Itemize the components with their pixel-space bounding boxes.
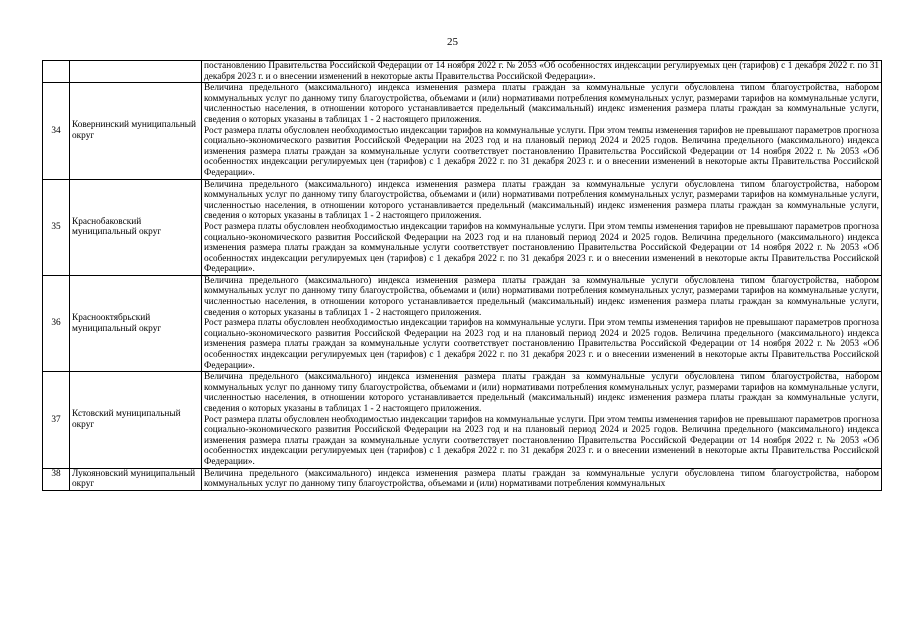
table-row xyxy=(43,179,882,275)
municipality-name: Краснооктябрьский муниципальный округ xyxy=(70,275,202,371)
table-row-continuation xyxy=(43,61,882,83)
municipality-name: Ковернинский муниципальный округ xyxy=(70,83,202,179)
justification-cell xyxy=(202,275,882,371)
row-number: 37 xyxy=(43,372,70,468)
page-number: 25 xyxy=(447,36,458,48)
justification-cell xyxy=(202,468,882,490)
justification-paragraph-1: Величина предельного (максимального) индекса изменения размера платы граждан за коммунальные услуги обусловлена типом благоустройства, набором коммунальных услуг по данному типу благоустройства, объемами и (или) нормативами потребления коммунальных xyxy=(204,468,879,490)
justification-paragraph-1: Величина предельного (максимального) индекса изменения размера платы граждан за коммунальные услуги обусловлена типом благоустройства, набором коммунальных услуг по данному типу благоустройства, объемами и (или) нормативами потребления коммунальных услуг, размерами тарифов на коммунальные услуги, численностью населения, в отношении которого устанавливается предельный (максимальный) индекс изменения размера платы граждан за коммунальные услуги, сведения о которых указаны в таблицах 1 - 2 настоящего приложения. xyxy=(204,83,879,125)
justification-cell xyxy=(202,179,882,275)
justification-paragraph-1: Величина предельного (максимального) индекса изменения размера платы граждан за коммунальные услуги обусловлена типом благоустройства, набором коммунальных услуг по данному типу благоустройства, объемами и (или) нормативами потребления коммунальных услуг, размерами тарифов на коммунальные услуги, численностью населения, в отношении которого устанавливается предельный (максимальный) индекс изменения размера платы граждан за коммунальные услуги, сведения о которых указаны в таблицах 1 - 2 настоящего приложения. xyxy=(204,372,879,414)
justification-paragraph-2: Рост размера платы обусловлен необходимостью индексации тарифов на коммунальные услуги. При этом темпы изменения тарифов не превышают параметров прогноза социально-экономического развития Российской Федерации на 2023 год и на плановый период 2024 и 2025 годов. Величина предельного (максимального) индекса изменения размера платы граждан за коммунальные услуги соответствует постановлению Правительства Российской Федерации от 14 ноября 2022 г. № 2053 «Об особенностях индексации регулируемых цен (тарифов) с 1 декабря 2022 г. по 31 декабря 2023 г. и о внесении изменений в некоторые акты Правительства Российской Федерации». xyxy=(204,125,879,178)
municipality-name: Краснобаковский муниципальный округ xyxy=(70,179,202,275)
justification-cell xyxy=(202,83,882,179)
municipality-name-cell xyxy=(70,61,202,83)
table-row-partial xyxy=(43,468,882,490)
row-number: 36 xyxy=(43,275,70,371)
table-row xyxy=(43,372,882,468)
justification-cell xyxy=(202,372,882,468)
row-number: 38 xyxy=(43,468,70,490)
justification-paragraph-1: Величина предельного (максимального) индекса изменения размера платы граждан за коммунальные услуги обусловлена типом благоустройства, набором коммунальных услуг по данному типу благоустройства, объемами и (или) нормативами потребления коммунальных услуг, размерами тарифов на коммунальные услуги, численностью населения, в отношении которого устанавливается предельный (максимальный) индекс изменения размера платы граждан за коммунальные услуги, сведения о которых указаны в таблицах 1 - 2 настоящего приложения. xyxy=(204,275,879,318)
justification-paragraph-2: Рост размера платы обусловлен необходимостью индексации тарифов на коммунальные услуги. При этом темпы изменения тарифов не превышают параметров прогноза социально-экономического развития Российской Федерации на 2023 год и на плановый период 2024 и 2025 годов. Величина предельного (максимального) индекса изменения размера платы граждан за коммунальные услуги соответствует постановлению Правительства Российской Федерации от 14 ноября 2022 г. № 2053 «Об особенностях индексации регулируемых цен (тарифов) с 1 декабря 2022 г. по 31 декабря 2023 г. и о внесении изменений в некоторые акты Правительства Российской Федерации». xyxy=(204,318,879,371)
table-row xyxy=(43,83,882,179)
municipality-name: Лукояновский муниципальный округ xyxy=(70,468,202,490)
row-number-cell xyxy=(43,61,70,83)
justification-paragraph-2: Рост размера платы обусловлен необходимостью индексации тарифов на коммунальные услуги. При этом темпы изменения тарифов не превышают параметров прогноза социально-экономического развития Российской Федерации на 2023 год и на плановый период 2024 и 2025 годов. Величина предельного (максимального) индекса изменения размера платы граждан за коммунальные услуги соответствует постановлению Правительства Российской Федерации от 14 ноября 2022 г. № 2053 «Об особенностях индексации регулируемых цен (тарифов) с 1 декабря 2022 г. по 31 декабря 2023 г. и о внесении изменений в некоторые акты Правительства Российской Федерации». xyxy=(204,414,879,467)
row-number: 34 xyxy=(43,83,70,179)
justification-cell xyxy=(202,61,882,83)
row-number: 35 xyxy=(43,179,70,275)
justification-text: постановлению Правительства Российской Федерации от 14 ноября 2022 г. № 2053 «Об особенностях индексации регулируемых цен (тарифов) с 1 декабря 2022 г. по 31 декабря 2023 г. и о внесении изменений в некоторые акты Правительства Российской Федерации». xyxy=(204,61,879,82)
municipality-name: Кстовский муниципальный округ xyxy=(70,372,202,468)
tariff-index-table xyxy=(42,60,882,491)
justification-paragraph-2: Рост размера платы обусловлен необходимостью индексации тарифов на коммунальные услуги. При этом темпы изменения тарифов не превышают параметров прогноза социально-экономического развития Российской Федерации на 2023 год и на плановый период 2024 и 2025 годов. Величина предельного (максимального) индекса изменения размера платы граждан за коммунальные услуги соответствует постановлению Правительства Российской Федерации от 14 ноября 2022 г. № 2053 «Об особенностях индексации регулируемых цен (тарифов) с 1 декабря 2022 г. по 31 декабря 2023 г. и о внесении изменений в некоторые акты Правительства Российской Федерации». xyxy=(204,221,879,275)
justification-paragraph-1: Величина предельного (максимального) индекса изменения размера платы граждан за коммунальные услуги обусловлена типом благоустройства, набором коммунальных услуг по данному типу благоустройства, объемами и (или) нормативами потребления коммунальных услуг, размерами тарифов на коммунальные услуги, численностью населения, в отношении которого устанавливается предельный (максимальный) индекс изменения размера платы граждан за коммунальные услуги, сведения о которых указаны в таблицах 1 - 2 настоящего приложения. xyxy=(204,179,879,222)
table-row xyxy=(43,275,882,371)
